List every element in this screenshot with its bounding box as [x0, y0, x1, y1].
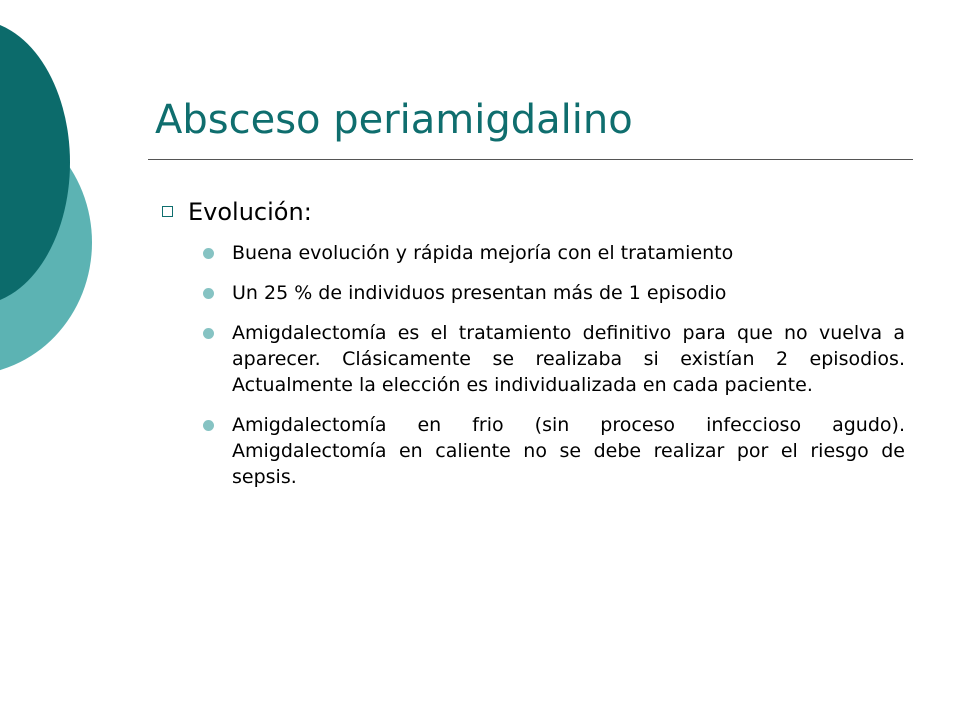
round-bullet-icon: [203, 288, 214, 299]
slide-title: Absceso periamigdalino: [155, 97, 633, 143]
list-item: [203, 412, 905, 490]
round-bullet-icon: [203, 248, 214, 259]
bullet-list: [160, 240, 905, 490]
slide-content: [160, 196, 905, 504]
list-item-text: Un 25 % de individuos presentan más de 1 episodio: [232, 282, 727, 304]
round-bullet-icon: [203, 328, 214, 339]
section-heading: Evolución:: [188, 198, 312, 226]
section-heading-item: [160, 196, 905, 228]
list-item-text: Amigdalectomía en frio (sin proceso infeccioso agudo). Amigdalectomía en caliente no se debe realizar por el riesgo de sepsis.: [232, 414, 905, 488]
list-item: [203, 240, 905, 266]
list-item: [203, 280, 905, 306]
square-bullet-icon: [162, 206, 173, 217]
round-bullet-icon: [203, 420, 214, 431]
title-divider: [148, 159, 913, 160]
list-item-text: Amigdalectomía es el tratamiento definitivo para que no vuelva a aparecer. Clásicamente se realizaba si existían 2 episodios. Actualmente la elección es individualizada en cada paciente.: [232, 322, 905, 396]
list-item-text: Buena evolución y rápida mejoría con el tratamiento: [232, 242, 734, 264]
list-item: [203, 320, 905, 398]
